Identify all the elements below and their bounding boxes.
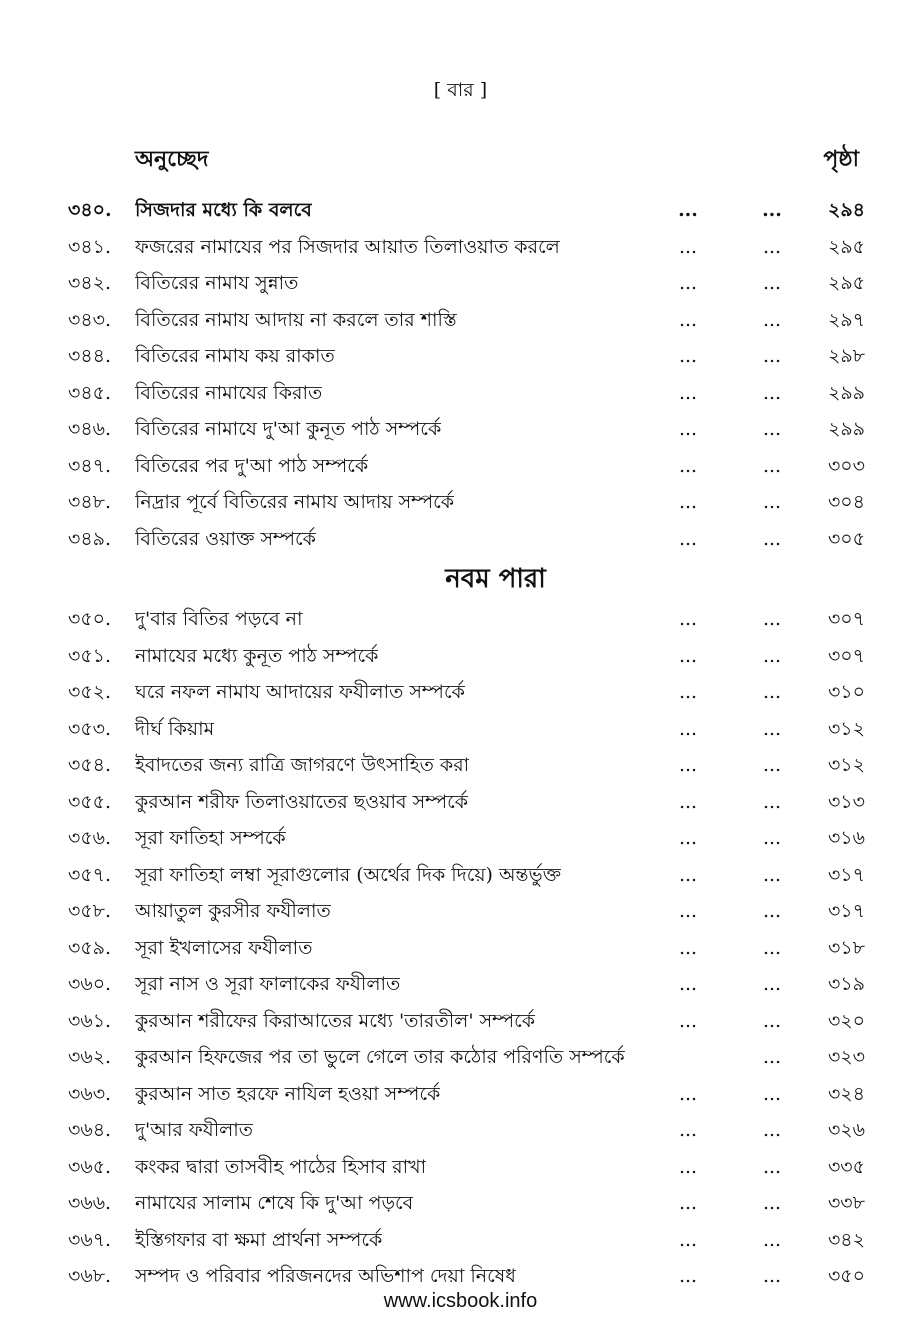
leader-dots: ... (678, 827, 698, 849)
toc-row (0, 1076, 921, 1113)
toc-row (0, 893, 921, 930)
entry-number: ৩৪৭. (68, 454, 112, 477)
leader-dots: ... (762, 345, 782, 367)
leader-dots: ... (762, 717, 782, 740)
entry-title: ফজরের নামাযের পর সিজদার আয়াত তিলাওয়াত করলে (135, 235, 560, 258)
leader-dots: ... (762, 827, 782, 849)
leader-dots: ... (762, 199, 782, 221)
leader-dots: ... (678, 754, 698, 776)
entry-number: ৩৪৪. (68, 345, 112, 367)
entry-page-number: ৩০৭ (827, 644, 865, 667)
entry-number: ৩৪৮. (68, 491, 112, 513)
page-label: [ বার ] (433, 79, 488, 101)
toc-row (0, 265, 921, 302)
entry-page-number: ২৯৫ (827, 272, 865, 294)
entry-page-number: ৩১০ (827, 681, 865, 703)
leader-dots: ... (678, 1009, 698, 1032)
leader-dots: ... (762, 608, 782, 630)
toc-row (0, 1112, 921, 1149)
entry-title: দু'আর ফযীলাত (135, 1119, 254, 1141)
entry-number: ৩৫৪. (68, 754, 112, 776)
entry-page-number: ৩০৭ (827, 608, 865, 630)
entry-page-number: ৩১৯ (827, 973, 865, 995)
entry-number: ৩৪১. (68, 235, 112, 258)
toc-row (0, 638, 921, 675)
entry-number: ৩৬৮. (68, 1265, 112, 1287)
entry-page-number: ৩১২ (827, 717, 865, 740)
entry-title: নামাযের সালাম শেষে কি দু'আ পড়বে (135, 1192, 414, 1214)
entry-page-number: ২৯৮ (827, 345, 865, 367)
leader-dots: ... (762, 1228, 782, 1251)
entry-title: সূরা ফাতিহা লম্বা সূরাগুলোর (অর্থের দিক দিয়ে) অন্তর্ভুক্ত (135, 863, 562, 886)
leader-dots: ... (762, 1119, 782, 1141)
toc-row (0, 484, 921, 521)
entry-number: ৩৬২. (68, 1046, 112, 1068)
leader-dots: ... (678, 973, 698, 995)
leader-dots: ... (762, 790, 782, 813)
entry-number: ৩৬৬. (68, 1192, 112, 1214)
entry-title: কুরআন শরীফের কিরাআতের মধ্যে 'তারতীল' সম্পর্কে (135, 1009, 536, 1032)
entry-page-number: ৩২৪ (827, 1082, 865, 1105)
leader-dots: ... (678, 717, 698, 740)
entry-number: ৩৫৫. (68, 790, 112, 813)
leader-dots: ... (678, 418, 698, 440)
entry-number: ৩৪০. (68, 199, 112, 221)
leader-dots: ... (762, 973, 782, 995)
leader-dots: ... (678, 491, 698, 513)
toc-row (0, 966, 921, 1003)
entry-page-number: ৩২৩ (827, 1046, 865, 1068)
entry-title: আয়াতুল কুরসীর ফযীলাত (135, 900, 331, 922)
toc-row (0, 857, 921, 894)
entry-page-number: ২৯৪ (827, 199, 865, 221)
toc-row (0, 747, 921, 784)
entry-title: সিজদার মধ্যে কি বলবে (135, 199, 312, 221)
entry-page-number: ৩২৬ (827, 1119, 865, 1141)
section-heading: নবম পারা (445, 564, 546, 594)
column-heading-page: পৃষ্ঠা (823, 146, 859, 172)
toc-row (0, 1149, 921, 1186)
toc-row (0, 1003, 921, 1040)
entry-number: ৩৬০. (68, 973, 112, 995)
leader-dots: ... (762, 381, 782, 404)
entry-number: ৩৪৬. (68, 418, 112, 440)
leader-dots: ... (678, 1082, 698, 1105)
toc-row (0, 192, 921, 229)
entry-page-number: ২৯৭ (827, 308, 865, 331)
entry-page-number: ৩৩৮ (827, 1192, 865, 1214)
leader-dots: ... (678, 235, 698, 258)
leader-dots: ... (678, 608, 698, 630)
entry-title: কুরআন হিফজের পর তা ভুলে গেলে তার কঠোর পরিণতি সম্পর্কে (135, 1046, 625, 1068)
entry-number: ৩৫৯. (68, 936, 112, 959)
leader-dots: ... (762, 1082, 782, 1105)
toc-header (0, 142, 921, 178)
leader-dots: ... (678, 681, 698, 703)
leader-dots: ... (762, 235, 782, 258)
toc-row (0, 1185, 921, 1222)
leader-dots: ... (678, 1119, 698, 1141)
leader-dots: ... (678, 644, 698, 667)
toc-row (0, 1039, 921, 1076)
toc-row (0, 338, 921, 375)
entry-page-number: ৩৫০ (827, 1265, 865, 1287)
entry-title: নিদ্রার পূর্বে বিতিরের নামায আদায় সম্পর্কে (135, 491, 455, 513)
toc-row (0, 820, 921, 857)
leader-dots: ... (762, 900, 782, 922)
leader-dots: ... (678, 936, 698, 959)
entry-title: কংকর দ্বারা তাসবীহ পাঠের হিসাব রাখা (135, 1155, 427, 1178)
leader-dots: ... (762, 454, 782, 477)
entry-number: ৩৫৭. (68, 863, 112, 886)
entry-page-number: ৩০৪ (827, 491, 865, 513)
toc-row (0, 784, 921, 821)
entry-page-number: ৩১৭ (827, 900, 865, 922)
leader-dots: ... (678, 381, 698, 404)
entry-page-number: ২৯৯ (827, 418, 865, 440)
entry-title: সূরা ফাতিহা সম্পর্কে (135, 827, 286, 849)
leader-dots: ... (678, 1192, 698, 1214)
entry-number: ৩৫২. (68, 681, 112, 703)
entry-page-number: ৩০৫ (827, 527, 865, 550)
entry-title: কুরআন সাত হরফে নাযিল হওয়া সম্পর্কে (135, 1082, 441, 1105)
entry-page-number: ২৯৫ (827, 235, 865, 258)
toc-row (0, 229, 921, 266)
leader-dots: ... (762, 1046, 782, 1068)
leader-dots: ... (762, 527, 782, 550)
entry-number: ৩৫৮. (68, 900, 112, 922)
leader-dots: ... (762, 863, 782, 886)
entry-page-number: ৩১২ (827, 754, 865, 776)
toc-row (0, 1222, 921, 1259)
entry-title: বিতিরের নামায আদায় না করলে তার শাস্তি (135, 308, 457, 331)
toc-row (0, 375, 921, 412)
leader-dots: ... (678, 1265, 698, 1287)
toc-row (0, 411, 921, 448)
leader-dots: ... (762, 681, 782, 703)
leader-dots: ... (678, 345, 698, 367)
entry-number: ৩৪৯. (68, 527, 112, 550)
leader-dots: ... (678, 454, 698, 477)
entry-number: ৩৫০. (68, 608, 112, 630)
entry-number: ৩৫৬. (68, 827, 112, 849)
entry-title: নামাযের মধ্যে কুনূত পাঠ সম্পর্কে (135, 644, 379, 667)
entry-page-number: ৩১৭ (827, 863, 865, 886)
entry-title: সূরা নাস ও সূরা ফালাকের ফযীলাত (135, 973, 401, 995)
entry-title: কুরআন শরীফ তিলাওয়াতের ছওয়াব সম্পর্কে (135, 790, 469, 813)
toc-row (0, 711, 921, 748)
leader-dots: ... (762, 754, 782, 776)
toc-row (0, 601, 921, 638)
leader-dots: ... (762, 491, 782, 513)
leader-dots: ... (762, 1265, 782, 1287)
leader-dots: ... (678, 308, 698, 331)
entry-number: ৩৬৪. (68, 1119, 112, 1141)
toc-row (0, 521, 921, 558)
entry-title: বিতিরের ওয়াক্ত সম্পর্কে (135, 527, 316, 550)
entry-number: ৩৪৫. (68, 381, 112, 404)
footer-url: www.icsbook.info (383, 1290, 538, 1312)
entry-title: ঘরে নফল নামায আদায়ের ফযীলাত সম্পর্কে (135, 681, 465, 703)
leader-dots: ... (762, 936, 782, 959)
leader-dots: ... (762, 308, 782, 331)
entry-number: ৩৬৭. (68, 1228, 112, 1251)
leader-dots: ... (678, 863, 698, 886)
entry-title: বিতিরের নামায কয় রাকাত (135, 345, 335, 367)
entry-title: বিতিরের নামাযের কিরাত (135, 381, 323, 404)
leader-dots: ... (762, 1192, 782, 1214)
entry-page-number: ৩০৩ (827, 454, 865, 477)
entry-title: বিতিরের নামায সুন্নাত (135, 272, 299, 294)
entry-page-number: ৩২০ (827, 1009, 865, 1032)
entry-page-number: ৩১৩ (827, 790, 865, 813)
leader-dots: ... (762, 418, 782, 440)
toc-list (0, 192, 921, 1295)
toc-row (0, 302, 921, 339)
entry-title: দু'বার বিতির পড়বে না (135, 608, 303, 630)
toc-row (0, 448, 921, 485)
entry-number: ৩৬৫. (68, 1155, 112, 1178)
entry-page-number: ৩৪২ (827, 1228, 865, 1251)
entry-title: সূরা ইখলাসের ফযীলাত (135, 936, 313, 959)
entry-number: ৩৫১. (68, 644, 112, 667)
entry-number: ৩৪৩. (68, 308, 112, 331)
leader-dots: ... (678, 1155, 698, 1178)
leader-dots: ... (678, 1228, 698, 1251)
entry-number: ৩৪২. (68, 272, 112, 294)
entry-title: সম্পদ ও পরিবার পরিজনদের অভিশাপ দেয়া নিষেধ (135, 1265, 516, 1287)
entry-title: দীর্ঘ কিয়াম (135, 717, 215, 740)
toc-row (0, 674, 921, 711)
column-heading-section: অনুচ্ছেদ (135, 146, 209, 172)
leader-dots: ... (678, 199, 698, 221)
leader-dots: ... (762, 1155, 782, 1178)
leader-dots: ... (678, 272, 698, 294)
entry-page-number: ৩৩৫ (827, 1155, 865, 1178)
leader-dots: ... (762, 644, 782, 667)
leader-dots: ... (762, 1009, 782, 1032)
entry-title: ইবাদতের জন্য রাত্রি জাগরণে উৎসাহিত করা (135, 754, 470, 776)
entry-number: ৩৬৩. (68, 1082, 112, 1105)
leader-dots: ... (678, 790, 698, 813)
entry-number: ৩৫৩. (68, 717, 112, 740)
entry-number: ৩৬১. (68, 1009, 112, 1032)
entry-page-number: ৩১৬ (827, 827, 865, 849)
entry-page-number: ২৯৯ (827, 381, 865, 404)
entry-title: ইস্তিগফার বা ক্ষমা প্রার্থনা সম্পর্কে (135, 1228, 383, 1251)
entry-page-number: ৩১৮ (827, 936, 865, 959)
leader-dots: ... (762, 272, 782, 294)
toc-row (0, 930, 921, 967)
leader-dots: ... (678, 900, 698, 922)
entry-title: বিতিরের নামাযে দু'আ কুনূত পাঠ সম্পর্কে (135, 418, 442, 440)
entry-title: বিতিরের পর দু'আ পাঠ সম্পর্কে (135, 454, 369, 477)
leader-dots: ... (678, 527, 698, 550)
